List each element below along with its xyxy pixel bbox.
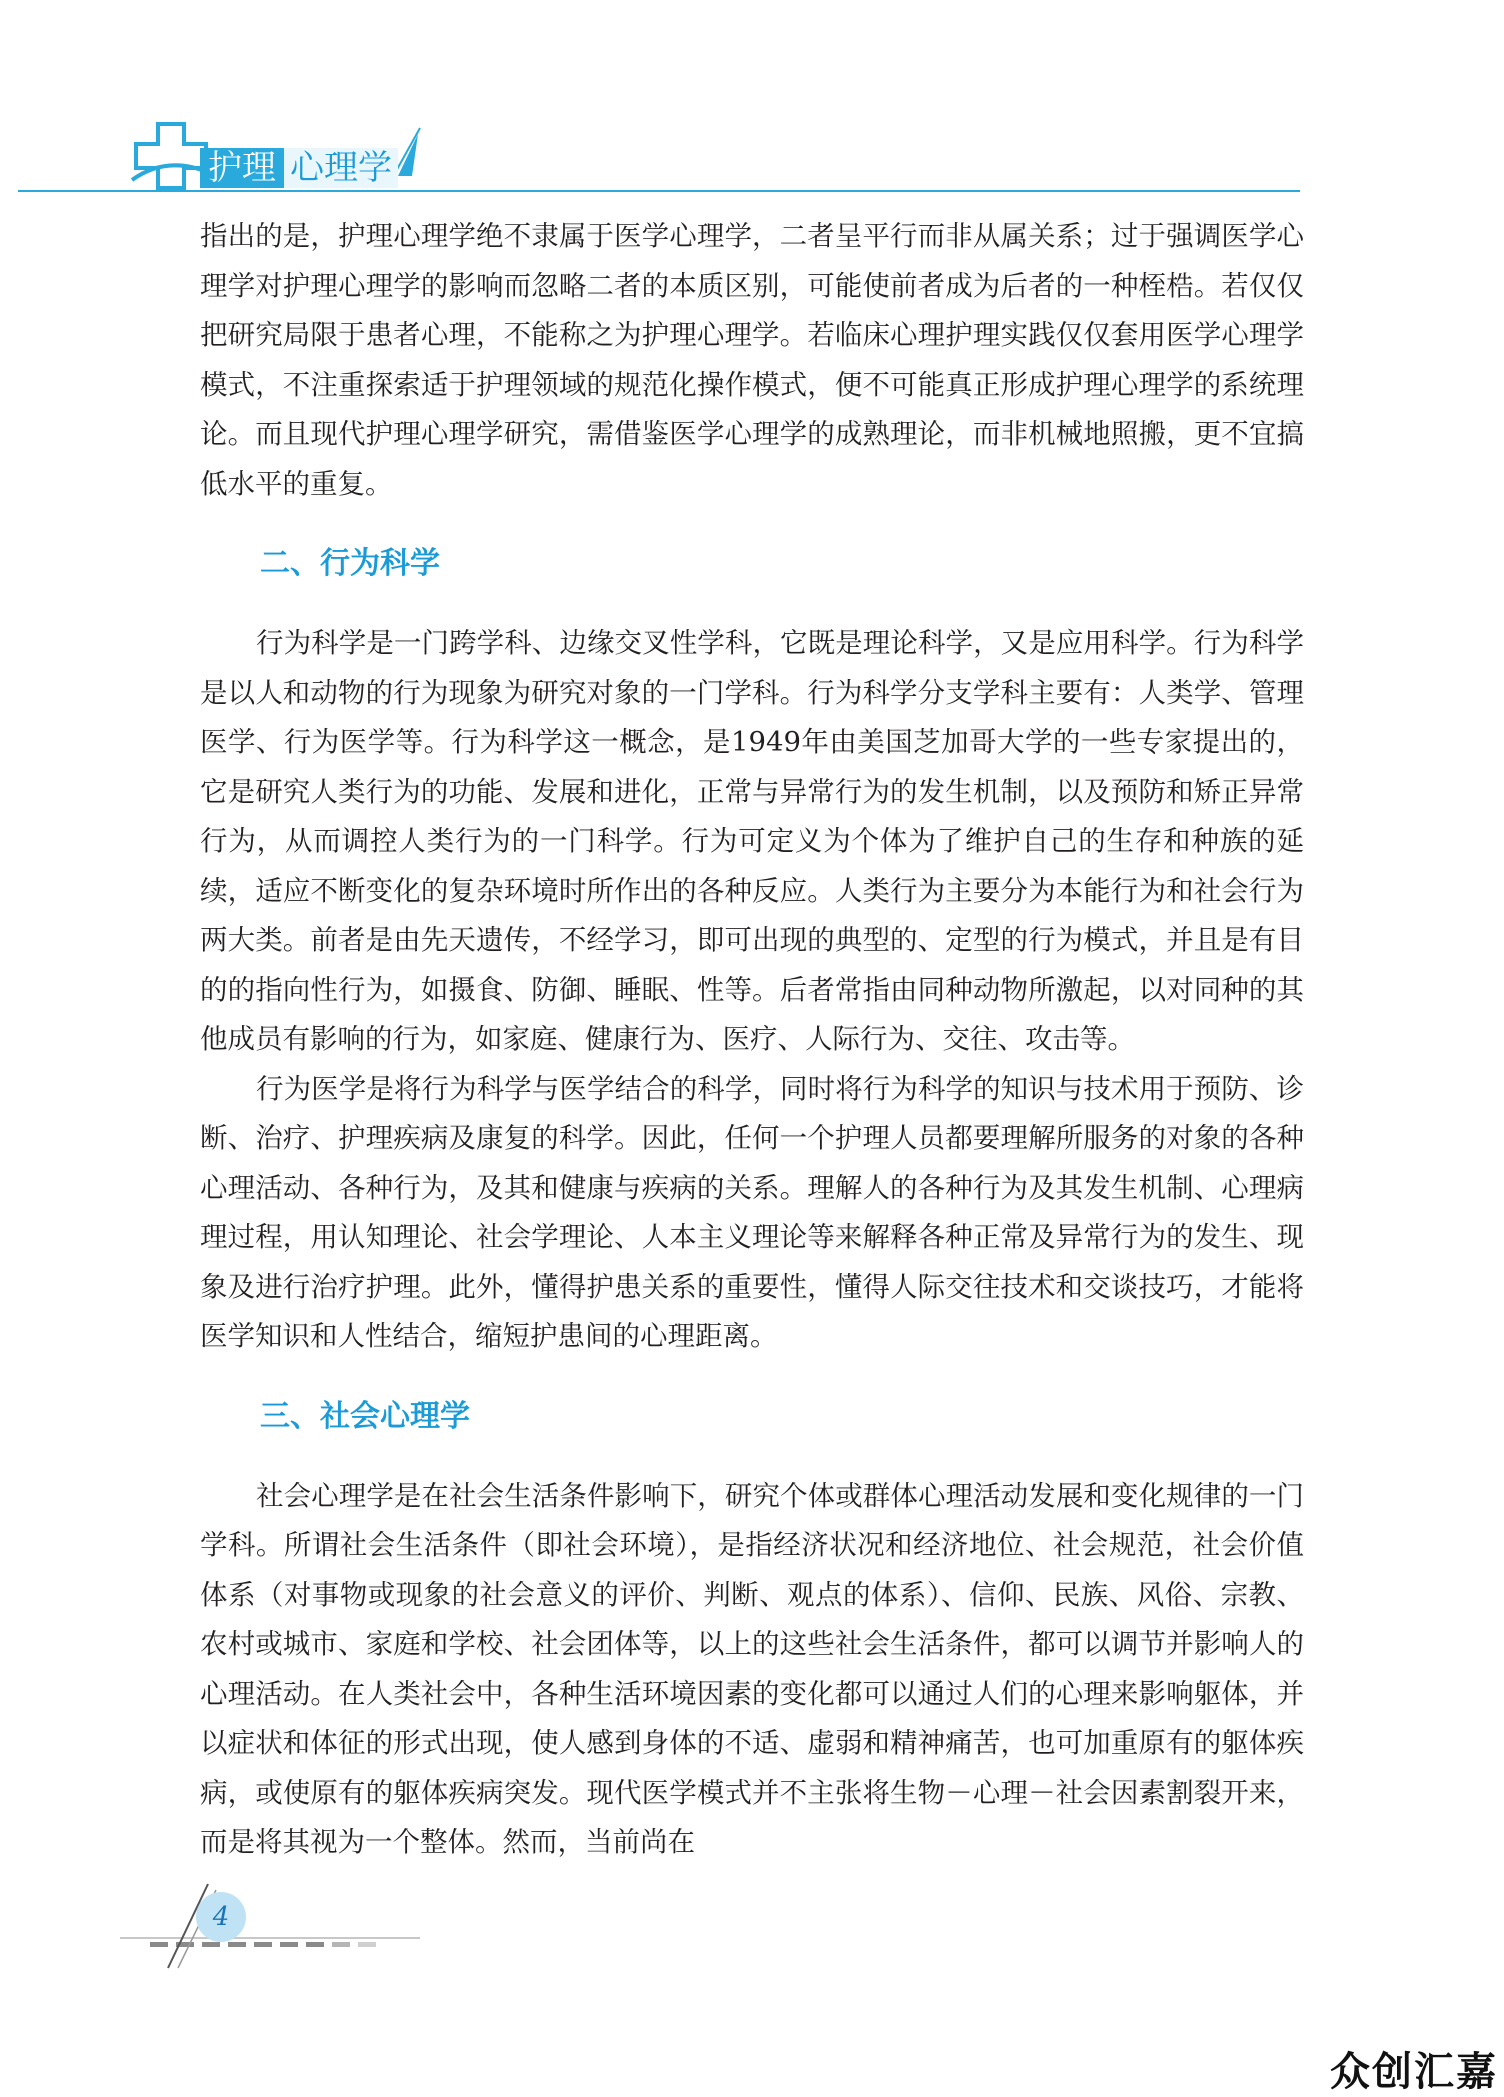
book-title-part2: 心理学 — [284, 148, 398, 188]
footer-decoration — [120, 1880, 440, 1970]
book-title-part1: 护理 — [200, 148, 284, 188]
page-header — [0, 0, 1504, 200]
watermark-text: 众创汇嘉 — [1330, 2049, 1498, 2095]
page-body — [200, 212, 1304, 1868]
section-heading-social-psychology: 三、社会心理学 — [260, 1398, 470, 1434]
body-paragraph: 行为医学是将行为科学与医学结合的科学，同时将行为科学的知识与技术用于预防、诊断、治疗、护理疾病及康复的科学。因此，任何一个护理人员都要理解所服务的对象的各种心理活动、各种行为，及其和健康与疾病的关系。理解人的各种行为及其发生机制、心理病理过程，用认知理论、社会学理论、人本主义理论等来解释各种正常及异常行为的发生、现象及进行治疗护理。此外，懂得护患关系的重要性，懂得人际交往技术和交谈技巧，才能将医学知识和人性结合，缩短护患间的心理距离。 — [200, 1072, 1304, 1352]
book-title — [200, 146, 398, 190]
page-number: 4 — [196, 1892, 246, 1942]
header-divider — [18, 190, 1300, 192]
intro-paragraph: 指出的是，护理心理学绝不隶属于医学心理学，二者呈平行而非从属关系；过于强调医学心理学对护理心理学的影响而忽略二者的本质区别，可能使前者成为后者的一种桎梏。若仅仅把研究局限于患者心理，不能称之为护理心理学。若临床心理护理实践仅仅套用医学心理学模式，不注重探索适于护理领域的规范化操作模式，便不可能真正形成护理心理学的系统理论。而且现代护理心理学研究，需借鉴医学心理学的成熟理论，而非机械地照搬，更不宜搞低水平的重复。 — [200, 220, 1304, 500]
body-paragraph: 行为科学是一门跨学科、边缘交叉性学科，它既是理论科学，又是应用科学。行为科学是以人和动物的行为现象为研究对象的一门学科。行为科学分支学科主要有：人类学、管理医学、行为医学等。行为科学这一概念，是1949年由美国芝加哥大学的一些专家提出的，它是研究人类行为的功能、发展和进化，正常与异常行为的发生机制，以及预防和矫正异常行为，从而调控人类行为的一门科学。行为可定义为个体为了维护自己的生存和种族的延续，适应不断变化的复杂环境时所作出的各种反应。人类行为主要分为本能行为和社会行为两大类。前者是由先天遗传，不经学习，即可出现的典型的、定型的行为模式，并且是有目的的指向性行为，如摄食、防御、睡眠、性等。后者常指由同种动物所激起，以对同种的其他成员有影响的行为，如家庭、健康行为、医疗、人际行为、交往、攻击等。 — [200, 627, 1304, 1055]
body-paragraph: 社会心理学是在社会生活条件影响下，研究个体或群体心理活动发展和变化规律的一门学科。所谓社会生活条件（即社会环境），是指经济状况和经济地位、社会规范，社会价值体系（对事物或现象的社会意义的评价、判断、观点的体系）、信仰、民族、风俗、宗教、农村或城市、家庭和学校、社会团体等，以上的这些社会生活条件，都可以调节并影响人的心理活动。在人类社会中，各种生活环境因素的变化都可以通过人们的心理来影响躯体，并以症状和体征的形式出现，使人感到身体的不适、虚弱和精神痛苦，也可加重原有的躯体疾病，或使原有的躯体疾病突发。现代医学模式并不主张将生物－心理－社会因素割裂开来，而是将其视为一个整体。然而，当前尚在 — [200, 1479, 1304, 1858]
section-heading-behavioral-science: 二、行为科学 — [260, 546, 440, 581]
